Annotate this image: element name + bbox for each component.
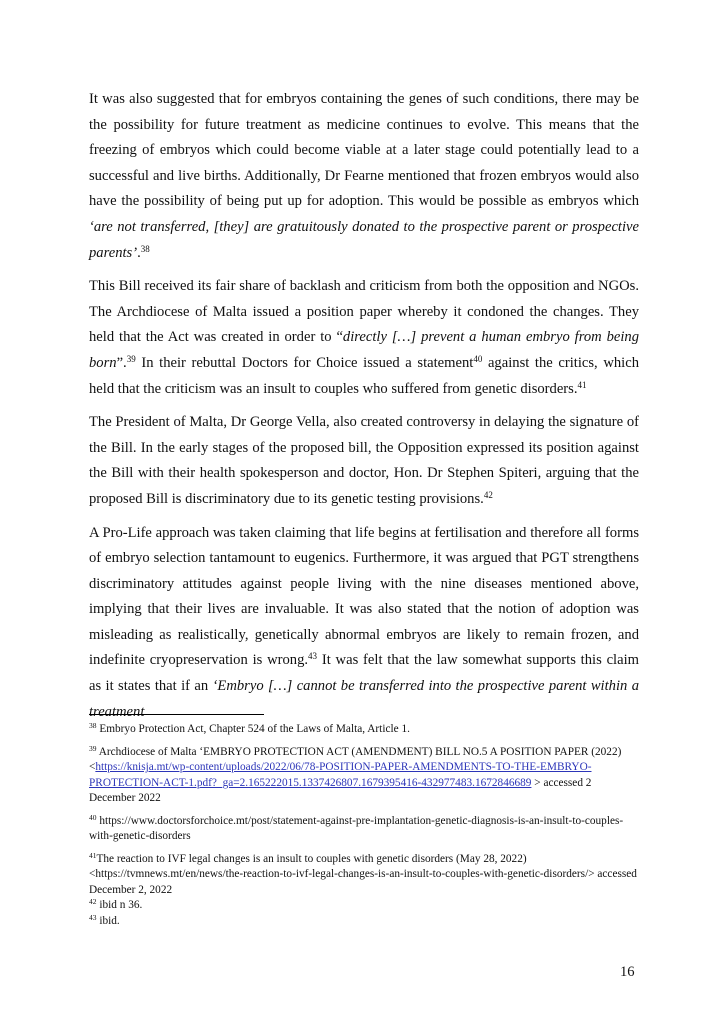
footnote-number: 42 — [89, 897, 97, 906]
footnote-number: 38 — [89, 721, 97, 730]
footnote-number: 43 — [89, 912, 97, 922]
footnote-number: 39 — [89, 743, 97, 753]
text-run: ibid. — [96, 914, 120, 927]
footnote-reference[interactable]: 39 — [126, 353, 136, 364]
paragraph — [89, 274, 639, 402]
footnote-reference[interactable]: 42 — [483, 489, 493, 500]
text-run: The President of Malta, Dr George Vella, also created controversy in delaying the signature of the Bill. In the early stages of the proposed bill, the Opposition expressed its position against the Bill with their health spokesperson and doctor, Hon. Dr Stephen Spiteri, arguing that the proposed Bill is discriminatory due to its genetic testing provisions. — [89, 414, 639, 507]
paragraph — [89, 87, 639, 266]
quoted-text: directly […] prevent a human embryo from being born — [89, 329, 639, 371]
hyperlink[interactable]: https://knisja.mt/wp-content/uploads/2022/06/78-POSITION-PAPER-AMENDMENTS-TO-THE-EMBRYO-PROTECTION-ACT-1.pdf?_ga=2.165222015.1337426807.1679395416-432977483.1672846689 — [89, 761, 592, 789]
text-run: It was also suggested that for embryos containing the genes of such conditions, there may be the possibility for future treatment as medicine continues to evolve. This means that the freezing of embryos which could become viable at a later stage could potentially lead to a successful and live births. Additionally, Dr Fearne mentioned that frozen embryos would also have the possibility of being put up for adoption. This would be possible as embryos which — [89, 91, 639, 210]
quoted-text: ‘are not transferred, [they] are gratuitously donated to the prospective parent or prospective parents’ — [89, 218, 639, 261]
footnote-reference[interactable]: 41 — [577, 379, 587, 390]
text-run: It was felt that the law somewhat supports this claim as it states that if an — [89, 652, 639, 695]
footnotes — [89, 722, 639, 929]
footnote-43 — [89, 914, 639, 930]
text-run: ibid n 36. — [96, 899, 143, 911]
text-run: https://www.doctorsforchoice.mt/post/statement-against-pre-implantation-genetic-diagnosis-is-an-insult-to-couples-with-genetic-disorders — [89, 814, 624, 842]
footnote-42 — [89, 898, 639, 914]
text-run: The reaction to IVF legal changes is an insult to couples with genetic disorders (May 28, 2022) <https://tvmnews.mt/en/news/the-reaction-to-ivf-legal-changes-is-an-insult-to-couples-with-genetic-disorders/> accessed December 2, 2022 — [89, 852, 637, 896]
page-number: 16 — [620, 964, 635, 980]
body-text — [89, 87, 639, 733]
text-run: . — [137, 244, 141, 261]
paragraph — [89, 521, 639, 726]
text-run: ”. — [116, 354, 127, 371]
footnote-39 — [89, 745, 639, 807]
quoted-text: ‘Embryo […] cannot be transferred into the prospective parent within a treatment — [89, 678, 639, 720]
footnote-38 — [89, 722, 639, 738]
text-run: In their rebuttal Doctors for Choice issued a statement — [135, 354, 474, 371]
footnote-number: 41 — [89, 850, 97, 860]
footnote-separator — [89, 714, 264, 715]
paragraph — [89, 410, 639, 512]
text-run: against the critics, which held that the criticism was an insult to couples who suffered from genetic disorders. — [89, 354, 639, 397]
footnote-reference[interactable]: 40 — [473, 353, 483, 364]
text-run: A Pro-Life approach was taken claiming that life begins at fertilisation and therefore all forms of embryo selection tantamount to eugenics. Furthermore, it was argued that PGT strengthens discriminatory attitudes against people living with the nine diseases mentioned above, implying that their lives are invaluable. It was also stated that the notion of adoption was misleading as realistically, genetically abnormal embryos are likely to remain frozen, and indefinite cryopreservation is wrong. — [89, 524, 639, 669]
footnote-number: 40 — [89, 812, 97, 822]
text-run: > accessed 2 December 2022 — [89, 776, 592, 804]
footnote-40 — [89, 814, 639, 845]
text-run: Archdiocese of Malta ‘EMBRYO PROTECTION ACT (AMENDMENT) BILL NO.5 A POSITION PAPER (2022) < — [89, 745, 622, 773]
text-run: This Bill received its fair share of backlash and criticism from both the opposition and NGOs. The Archdiocese of Malta issued a position paper whereby it condoned the changes. They held that the Act was created in order to “ — [89, 278, 639, 346]
footnote-reference[interactable]: 43 — [308, 651, 318, 662]
footnote-reference[interactable]: 38 — [140, 243, 150, 254]
text-run: Embryo Protection Act, Chapter 524 of the Laws of Malta, Article 1. — [96, 723, 410, 735]
footnote-41 — [89, 852, 639, 899]
